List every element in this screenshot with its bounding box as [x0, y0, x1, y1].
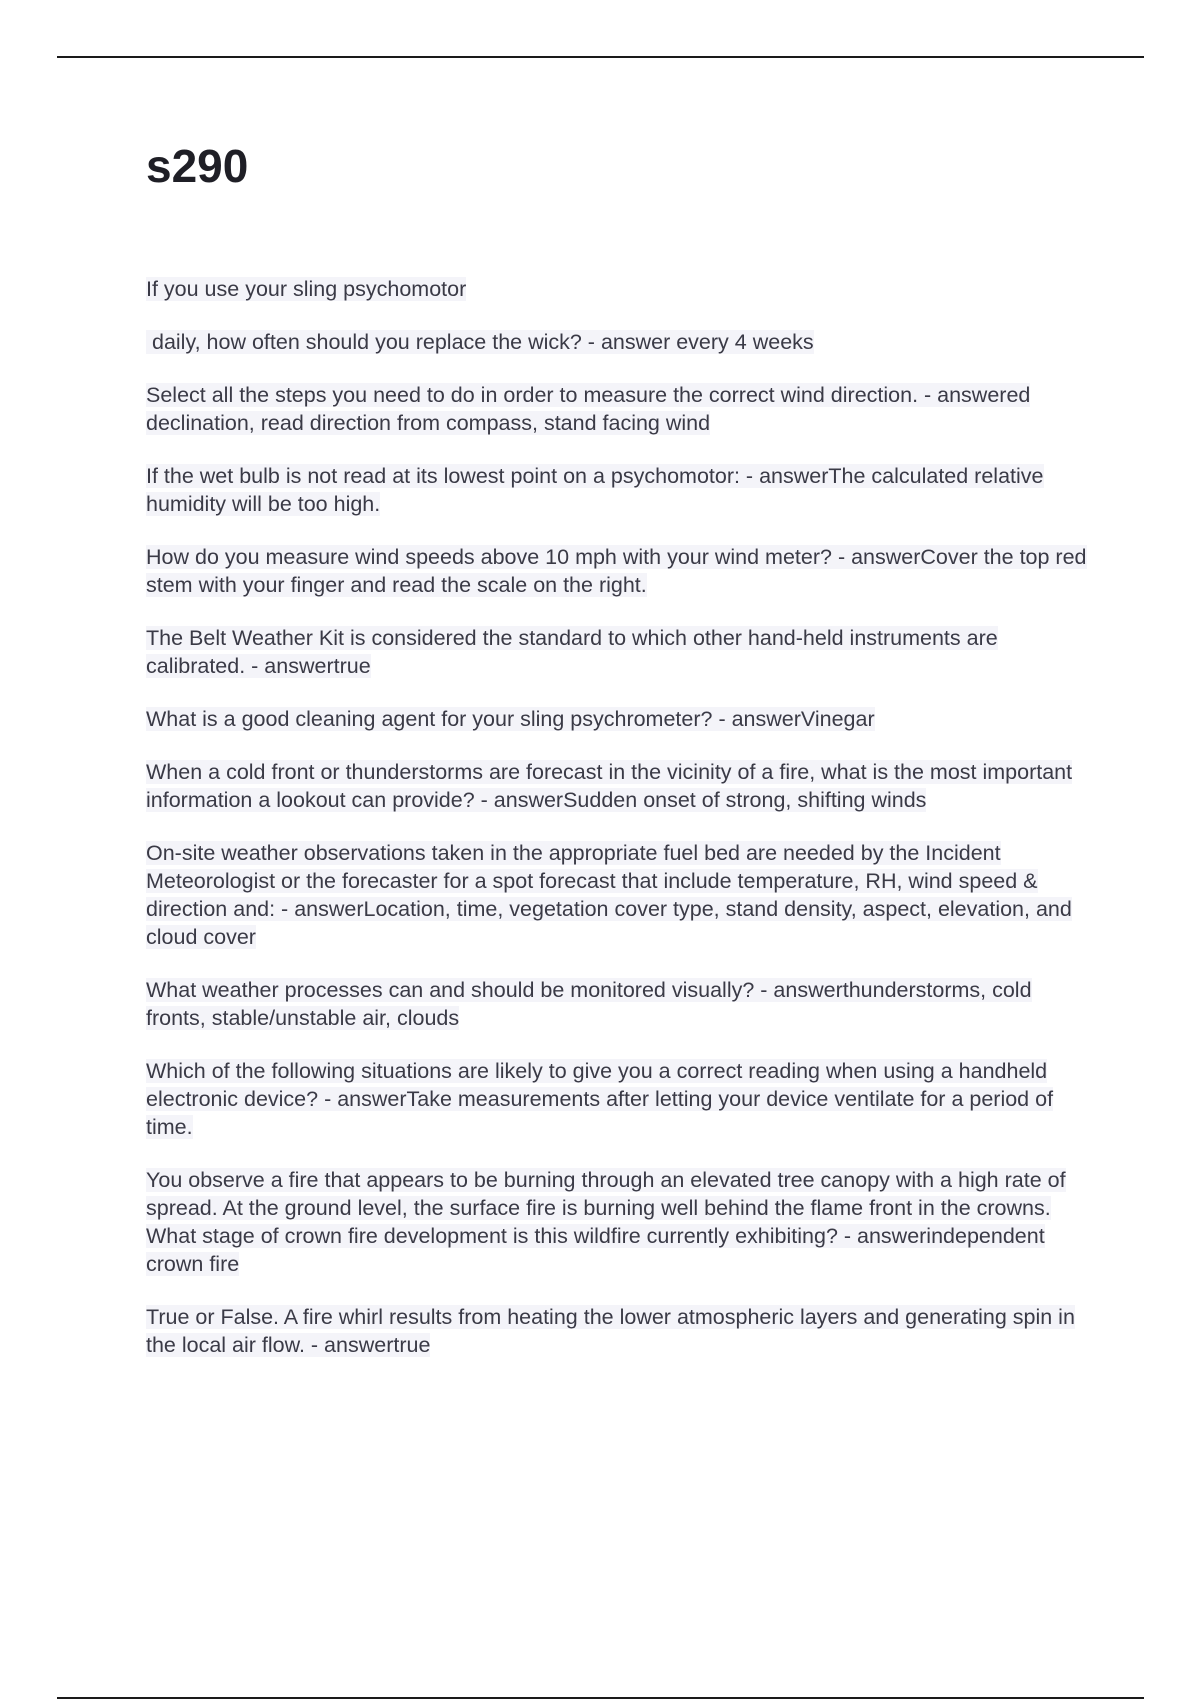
- qa-item: [146, 705, 1096, 733]
- qa-item: [146, 1057, 1096, 1141]
- qa-item-text: Which of the following situations are likely to give you a correct reading when using a handheld electronic device? - answerTake measurements after letting your device ventilate for a period of time.: [146, 1058, 1054, 1139]
- qa-item: [146, 543, 1096, 599]
- qa-item: [146, 275, 1096, 303]
- qa-item-text: The Belt Weather Kit is considered the standard to which other hand-held instruments are calibrated. - answertrue: [146, 625, 998, 678]
- qa-item-text: If you use your sling psychomotor: [146, 276, 467, 301]
- qa-item: [146, 758, 1096, 814]
- qa-item-text: daily, how often should you replace the wick? - answer every 4 weeks: [146, 329, 814, 354]
- qa-item-text: On-site weather observations taken in the appropriate fuel bed are needed by the Incident Meteorologist or the forecaster for a spot forecast that include temperature, RH, wind speed & direction and: - answerLocation, time, vegetation cover type, stand density, aspect, elevation, and cloud cover: [146, 840, 1072, 949]
- qa-item-text: When a cold front or thunderstorms are forecast in the vicinity of a fire, what is the most important information a lookout can provide? - answerSudden onset of strong, shifting winds: [146, 759, 1073, 812]
- qa-item-text: How do you measure wind speeds above 10 mph with your wind meter? - answerCover the top red stem with your finger and read the scale on the right.: [146, 544, 1087, 597]
- qa-item: [146, 381, 1096, 437]
- bottom-rule: [57, 1697, 1144, 1699]
- qa-item-text: If the wet bulb is not read at its lowest point on a psychomotor: - answerThe calculated relative humidity will be too high.: [146, 463, 1044, 516]
- qa-list: [146, 275, 1096, 1359]
- qa-item: [146, 462, 1096, 518]
- qa-item: [146, 839, 1096, 951]
- qa-item: [146, 976, 1096, 1032]
- qa-item: [146, 1166, 1096, 1278]
- document-body: [146, 140, 1096, 1384]
- qa-item: [146, 328, 1096, 356]
- qa-item-text: What is a good cleaning agent for your sling psychrometer? - answerVinegar: [146, 706, 875, 731]
- document-title: s290: [146, 140, 249, 192]
- qa-item-text: What weather processes can and should be monitored visually? - answerthunderstorms, cold fronts, stable/unstable air, clouds: [146, 977, 1032, 1030]
- qa-item-text: Select all the steps you need to do in order to measure the correct wind direction. - answered declination, read direction from compass, stand facing wind: [146, 382, 1031, 435]
- qa-item: [146, 1303, 1096, 1359]
- qa-item-text: True or False. A fire whirl results from heating the lower atmospheric layers and generating spin in the local air flow. - answertrue: [146, 1304, 1075, 1357]
- qa-item: [146, 624, 1096, 680]
- top-rule: [57, 56, 1144, 58]
- qa-item-text: You observe a fire that appears to be burning through an elevated tree canopy with a high rate of spread. At the ground level, the surface fire is burning well behind the flame front in the crowns. What stage of crown fire development is this wildfire currently exhibiting? - answerindependent crown fire: [146, 1167, 1066, 1276]
